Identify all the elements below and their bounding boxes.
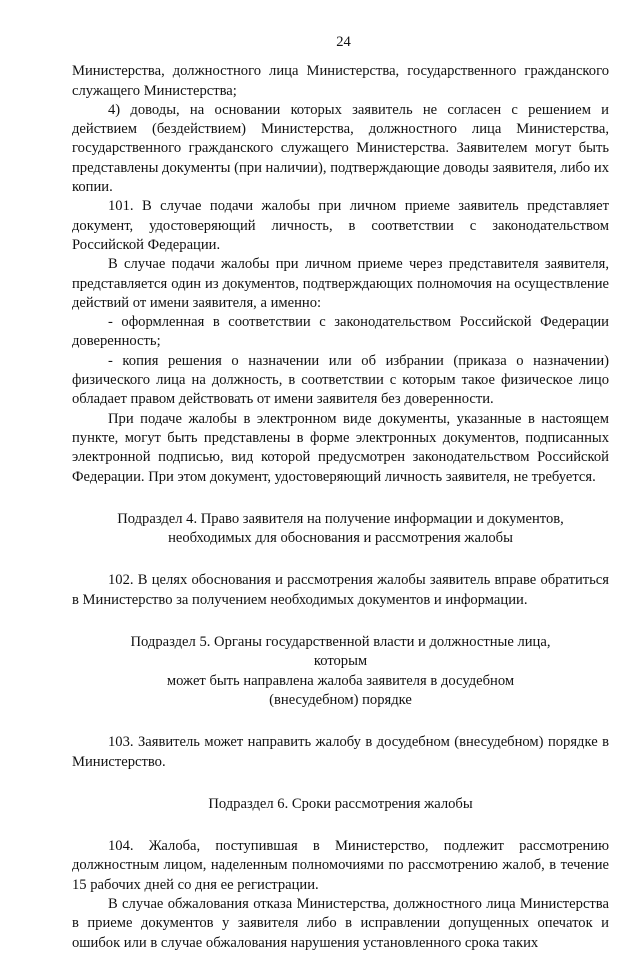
paragraph-representative: В случае подачи жалобы при личном приеме через представителя заявителя, представляется один из документов, подтверждающих полномочия на осуществление действий от имени заявителя, а именно:	[72, 256, 609, 311]
paragraph-item-4: 4) доводы, на основании которых заявитель не согласен с решением и действием (бездействием) Министерства, должностного лица Министерства, государственного гражданского служащего Министерства. Заявителем могут быть представлены документы (при наличии), подтверждающие доводы заявителя, либо их копии.	[72, 101, 609, 196]
page-number: 24	[336, 34, 351, 50]
subsection-6-heading	[106, 795, 576, 814]
paragraph-102: 102. В целях обоснования и рассмотрения жалобы заявитель вправе обратиться в Министерство за получением необходимых документов и информации.	[72, 572, 609, 608]
subsection-4-heading-line1: Подраздел 4. Право заявителя на получение информации и документов,	[117, 510, 564, 527]
subsection-6-heading-line1: Подраздел 6. Сроки рассмотрения жалобы	[208, 795, 473, 812]
list-item-appointment-decision: - копия решения о назначении или об избрании (приказа о назначении) физического лица на должность, в соответствии с которым такое физическое лицо обладает правом действовать от имени заявителя без доверенности.	[72, 352, 609, 408]
paragraph-104: 104. Жалоба, поступившая в Министерство, подлежит рассмотрению должностным лицом, наделенным полномочиями по рассмотрению жалоб, в течение 15 рабочих дней со дня ее регистрации.	[72, 838, 609, 893]
subsection-4-heading-line2: необходимых для обоснования и рассмотрения жалобы	[168, 530, 513, 547]
subsection-5-heading-line3: (внесудебном) порядке	[269, 691, 412, 708]
paragraph-continuation: Министерства, должностного лица Министерства, государственного гражданского служащего Министерства;	[72, 63, 609, 99]
list-item-power-of-attorney: - оформленная в соответствии с законодательством Российской Федерации доверенность;	[72, 314, 609, 350]
paragraph-103: 103. Заявитель может направить жалобу в досудебном (внесудебном) порядке в Министерство.	[72, 734, 609, 770]
subsection-5-heading	[106, 633, 576, 710]
subsection-5-heading-line1: Подраздел 5. Органы государственной власти и должностные лица, которым	[130, 634, 551, 670]
paragraph-appeal-refusal: В случае обжалования отказа Министерства, должностного лица Министерства в приеме документов у заявителя либо в исправлении допущенных опечаток и ошибок или в случае обжалования нарушения установленного срока таких	[72, 895, 609, 951]
subsection-5-heading-line2: может быть направлена жалоба заявителя в досудебном	[166, 672, 515, 689]
subsection-4-heading	[106, 510, 576, 549]
paragraph-electronic-submission: При подаче жалобы в электронном виде документы, указанные в настоящем пункте, могут быть представлены в форме электронных документов, подписанных электронной подписью, вид которой предусмотрен законодательством Российской Федерации. При этом документ, удостоверяющий личность заявителя, не требуется.	[72, 410, 609, 485]
paragraph-101: 101. В случае подачи жалобы при личном приеме заявитель представляет документ, удостоверяющий личность, в соответствии с законодательством Российской Федерации.	[72, 198, 609, 253]
